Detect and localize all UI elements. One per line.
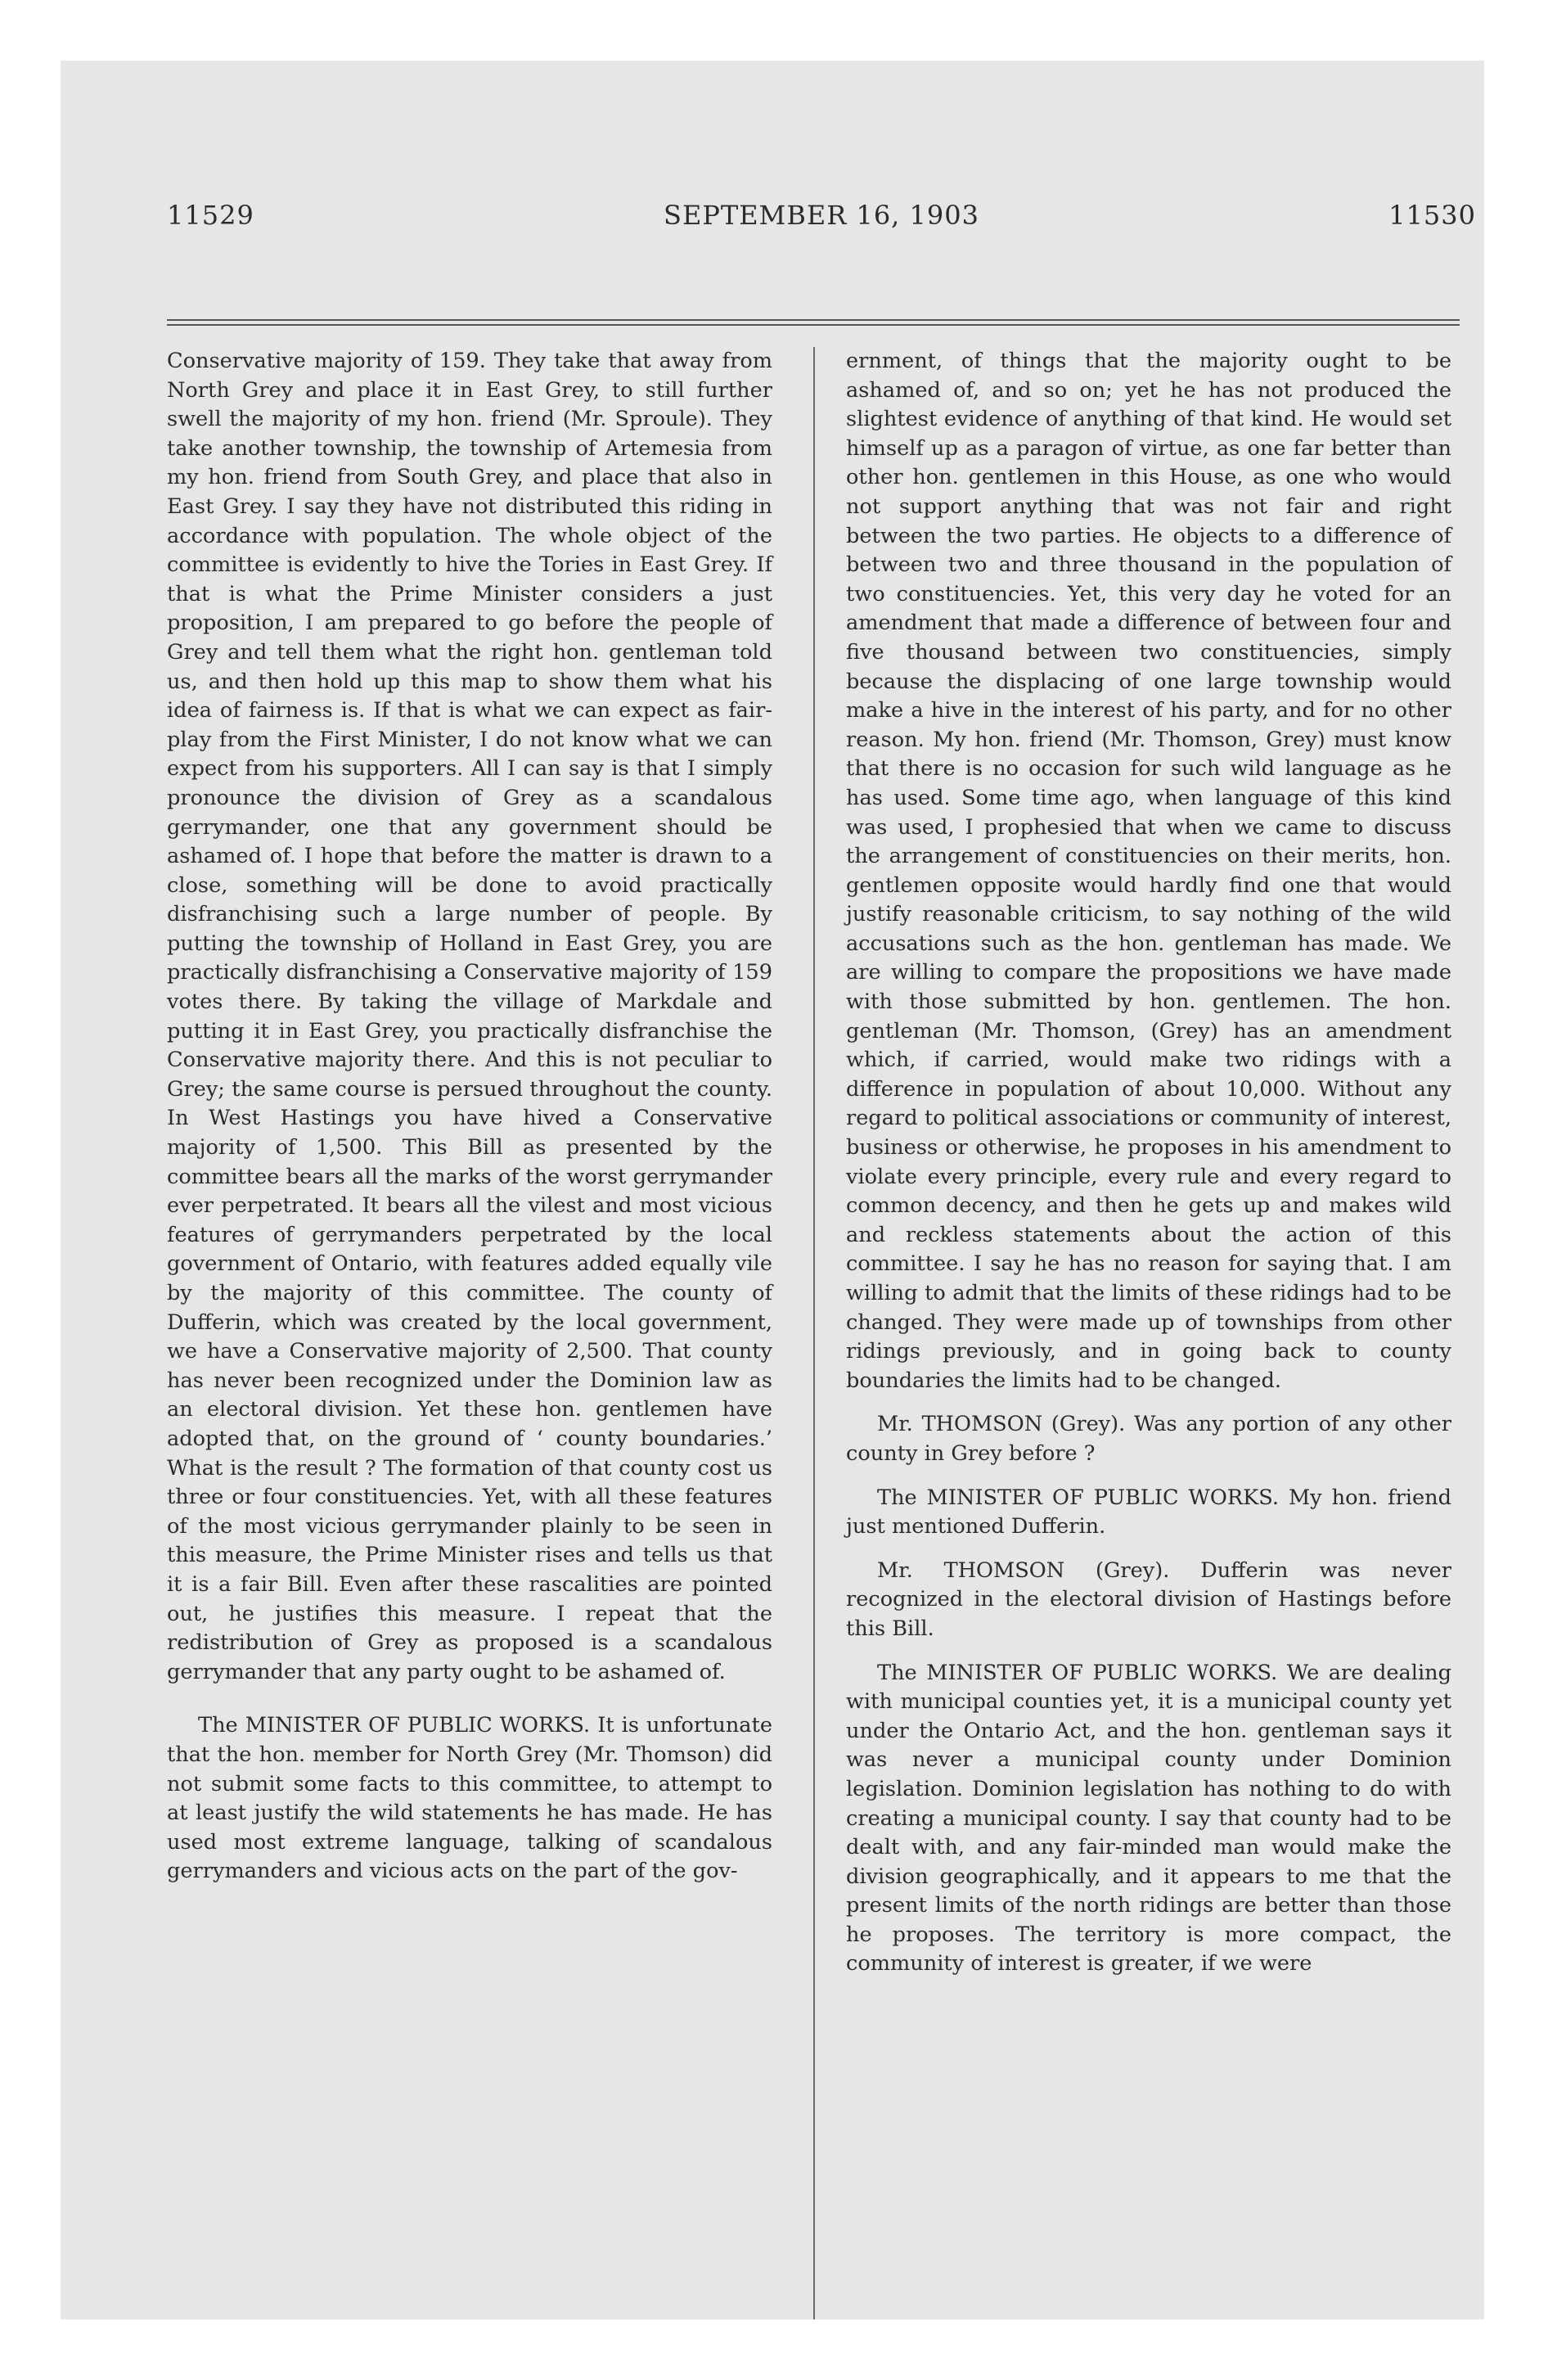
header-rule-top	[167, 319, 1460, 321]
left-column	[167, 347, 772, 1901]
header-rule-bottom	[167, 324, 1460, 326]
page-content	[167, 200, 1476, 1977]
paragraph: Conservative majority of 159. They take that away from North Grey and place it in East Grey, to still further swell the majority of my hon. friend (Mr. Sproule). They take another township, the township of Artemesia from my hon. friend from South Grey, and place that also in East Grey. I say they have not distributed this riding in accordance with population. The whole object of the committee is evidently to hive the Tories in East Grey. If that is what the Prime Minister considers a just proposition, I am prepared to go before the people of Grey and tell them what the right hon. gentleman told us, and then hold up this map to show them what his idea of fairness is. If that is what we can expect as fair-play from the First Minister, I do not know what we can expect from his supporters. All I can say is that I simply pronounce the division of Grey as a scandalous gerrymander, one that any government should be ashamed of. I hope that before the matter is drawn to a close, something will be done to avoid practically disfranchising such a large number of people. By putting the township of Holland in East Grey, you are practically disfranchising a Conservative majority of 159 votes there. By taking the village of Markdale and putting it in East Grey, you practically disfranchise the Conservative majority there. And this is not peculiar to Grey; the same course is persued throughout the county. In West Hastings you have hived a Conservative majority of 1,500. This Bill as presented by the committee bears all the marks of the worst gerrymander ever perpetrated. It bears all the vilest and most vicious features of gerrymanders perpetrated by the local government of Ontario, with features added equally vile by the majority of this committee. The county of Dufferin, which was created by the local government, we have a Conservative majority of 2,500. That county has never been recognized under the Dominion law as an electoral division. Yet these hon. gentlemen have adopted that, on the ground of ‘ county boundaries.’ What is the result ? The formation of that county cost us three or four constituencies. Yet, with all these features of the most vicious gerrymander plainly to be seen in this measure, the Prime Minister rises and tells us that it is a fair Bill. Even after these rascalities are pointed out, he justifies this measure. I repeat that the redistribution of Grey as proposed is a scandalous gerrymander that any party ought to be ashamed of.	[167, 349, 772, 1684]
page-number-left: 11529	[167, 200, 254, 231]
page-date: SEPTEMBER 16, 1903	[664, 200, 979, 231]
paragraph: Mr. THOMSON (Grey). Dufferin was never recognized in the electoral division of Hastings before this Bill.	[846, 1557, 1451, 1641]
paragraph: The MINISTER OF PUBLIC WORKS. It is unfortunate that the hon. member for North Grey (Mr. Thomson) did not submit some facts to this committee, to attempt to at least justify the wild statements he has made. He has used most extreme language, talking of scandalous gerrymanders and vicious acts on the part of the gov-	[167, 1713, 772, 1884]
right-column	[846, 347, 1451, 1994]
text-columns	[167, 347, 1460, 2319]
column-divider	[813, 347, 815, 2319]
paragraph: The MINISTER OF PUBLIC WORKS. We are dealing with municipal counties yet, it is a municipal county yet under the Ontario Act, and the hon. gentleman says it was never a municipal county under Dominion legislation. Dominion legislation has nothing to do with creating a municipal county. I say that county had to be dealt with, and any fair-minded man would make the division geographically, and it appears to me that the present limits of the north ridings are better than those he proposes. The territory is more compact, the community of interest is greater, if we were	[846, 1660, 1451, 1977]
scanned-page	[61, 61, 1484, 2319]
paragraph: The MINISTER OF PUBLIC WORKS. My hon. friend just mentioned Dufferin.	[846, 1485, 1451, 1539]
page-number-right: 11530	[1388, 200, 1476, 231]
paragraph: ernment, of things that the majority ought to be ashamed of, and so on; yet he has not produced the slightest evidence of anything of that kind. He would set himself up as a paragon of virtue, as one far better than other hon. gentlemen in this House, as one who would not support anything that was not fair and right between the two parties. He objects to a difference of between two and three thousand in the population of two constituencies. Yet, this very day he voted for an amendment that made a difference of between four and five thousand between two constituencies, simply because the displacing of one large township would make a hive in the interest of his party, and for no other reason. My hon. friend (Mr. Thomson, Grey) must know that there is no occasion for such wild language as he has used. Some time ago, when language of this kind was used, I prophesied that when we came to discuss the arrangement of constituencies on their merits, hon. gentlemen opposite would hardly find one that would justify reasonable criticism, to say nothing of the wild accusations such as the hon. gentleman has made. We are willing to compare the propositions we have made with those submitted by hon. gentlemen. The hon. gentleman (Mr. Thomson, (Grey) has an amendment which, if carried, would make two ridings with a difference in population of about 10,000. Without any regard to political associations or community of interest, business or otherwise, he proposes in his amendment to violate every principle, every rule and every regard to common decency, and then he gets up and makes wild and reckless statements about the action of this committee. I say he has no reason for saying that. I am willing to admit that the limits of these ridings had to be changed. They were made up of townships from other ridings previously, and in going back to county boundaries the limits had to be changed.	[846, 349, 1451, 1393]
paragraph: Mr. THOMSON (Grey). Was any portion of any other county in Grey before ?	[846, 1412, 1451, 1466]
page-header	[167, 200, 1476, 249]
